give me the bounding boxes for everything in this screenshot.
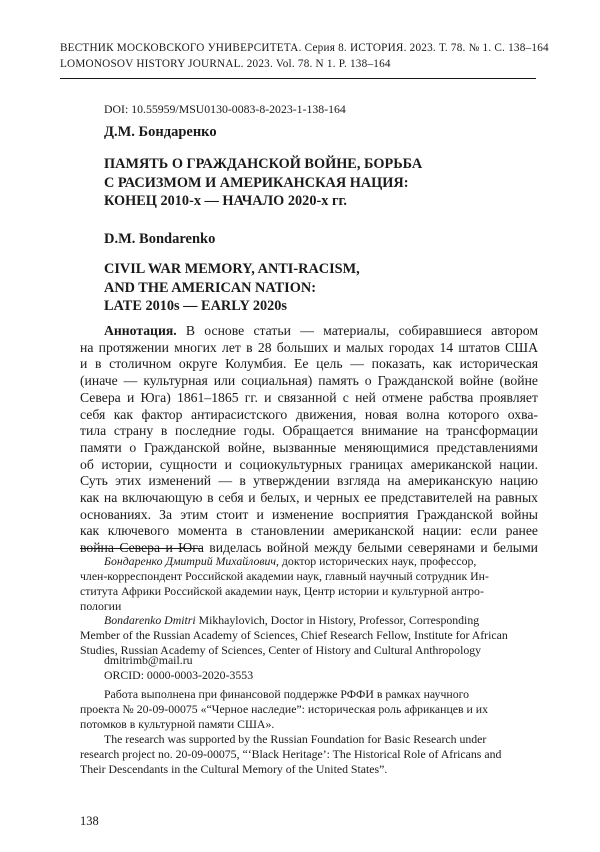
abstract-line: памяти о Гражданской войне, вызванные меняющимися представлениями <box>80 439 538 455</box>
abstract-line: (иначе — культурная или социальная) память о Гражданской войне (войне <box>80 373 538 389</box>
author-fullname-en: Bondarenko Dmitri <box>104 613 196 627</box>
title-ru-line: С РАСИЗМОМ И АМЕРИКАНСКАЯ НАЦИЯ: <box>104 174 409 191</box>
note-text: , доктор исторических наук, профессор, <box>276 554 477 568</box>
abstract-line: об истории, сущности и социокультурных границах американской нации. <box>80 456 538 472</box>
article-title-ru <box>104 155 534 211</box>
journal-header-en: LOMONOSOV HISTORY JOURNAL. 2023. Vol. 78. N 1. P. 138–164 <box>60 58 391 70</box>
doi: DOI: 10.55959/MSU0130-0083-8-2023-1-138-164 <box>104 102 346 116</box>
note-line <box>80 554 538 569</box>
abstract-line: война Севера и Юга виделась войной между белыми северянами и белыми <box>80 540 538 556</box>
header-rule <box>60 78 536 79</box>
title-en-line: LATE 2010s — EARLY 2020s <box>104 298 287 314</box>
author-name-ru: Д.М. Бондаренко <box>104 124 217 140</box>
funding-ru <box>80 687 538 732</box>
abstract-line: основаниях. За этим стоит и изменение восприятия Гражданской войны <box>80 506 538 522</box>
orcid-text: ORCID: 0000-0003-2020-3553 <box>104 668 254 682</box>
page-number: 138 <box>80 814 99 828</box>
note-line: пологии <box>80 598 122 613</box>
abstract-line <box>80 323 538 340</box>
email-text: dmitrimb@mail.ru <box>104 653 193 667</box>
abstract-line: Суть этих изменений — в утверждении взгляда на американскую нацию <box>80 473 538 489</box>
note-line: Their Descendants in the Cultural Memory of the United States”. <box>80 761 388 776</box>
journal-header <box>60 40 549 72</box>
abstract-line: и в столичном округе Колумбия. Ее цель — показать, как историческая <box>80 356 538 372</box>
abstract <box>80 323 538 557</box>
title-en-line: AND THE AMERICAN NATION: <box>104 279 316 296</box>
author-email <box>80 653 538 668</box>
abstract-line: тила страну в последние годы. Обращается внимание на трансформации <box>80 423 538 439</box>
article-title-en <box>104 260 534 316</box>
journal-header-ru: ВЕСТНИК МОСКОВСКОГО УНИВЕРСИТЕТА. Серия 8. ИСТОРИЯ. 2023. Т. 78. № 1. С. 138–164 <box>60 42 549 54</box>
title-en-line: CIVIL WAR MEMORY, ANTI-RACISM, <box>104 261 360 277</box>
note-text: Mikhaylovich, Doctor in History, Professor, Corresponding <box>195 613 480 627</box>
abstract-line: как ключевого момента в становлении американской нации: если ранее <box>80 523 538 539</box>
author-info-ru <box>80 554 538 614</box>
note-line: проекта № 20-09-00075 «“Черное наследие”: историческая роль африканцев и их <box>80 701 489 716</box>
note-line <box>80 613 538 628</box>
note-line: потомков в культурной памяти США». <box>80 716 275 731</box>
funding-en <box>80 732 538 777</box>
note-line: The research was supported by the Russian Foundation for Basic Research under <box>104 732 487 746</box>
note-line: research project no. 20-09-00075, “‘Black Heritage’: The Historical Role of Africans and <box>80 746 502 761</box>
author-orcid <box>80 668 538 683</box>
abstract-line: на протяжении многих лет в 28 больших и малых городах 14 штатов США <box>80 339 538 355</box>
note-line: Работа выполнена при финансовой поддержке РФФИ в рамках научного <box>104 687 470 701</box>
abstract-text: В основе статьи — материалы, собиравшиеся автором <box>176 323 538 338</box>
note-line: ститута Африки Российской академии наук, Центр истории и культурной антро- <box>80 583 484 598</box>
abstract-line: как на включающую в себя и белых, и черных ее представителей на равных <box>80 490 538 506</box>
footnote-rule <box>80 548 202 549</box>
note-line: Member of the Russian Academy of Sciences, Chief Research Fellow, Institute for African <box>80 627 508 642</box>
title-ru-line: ПАМЯТЬ О ГРАЖДАНСКОЙ ВОЙНЕ, БОРЬБА <box>104 156 423 172</box>
author-info-en <box>80 613 538 658</box>
author-fullname-ru: Бондаренко Дмитрий Михайлович <box>104 554 277 568</box>
title-ru-line: КОНЕЦ 2010-х — НАЧАЛО 2020-х гг. <box>104 193 347 209</box>
abstract-line: Севера и Юга) 1861–1865 гг. и связанной с ней отмене рабства проявляет <box>80 389 538 405</box>
abstract-line: себя как фактор антирасистского движения, новая волна которого охва- <box>80 406 538 422</box>
note-line: Studies, Russian Academy of Sciences, Center of History and Cultural Anthropology <box>80 642 482 657</box>
abstract-label: Аннотация. <box>104 323 177 338</box>
note-line: член-корреспондент Российской академии наук, главный научный сотрудник Ин- <box>80 568 489 583</box>
author-name-en: D.M. Bondarenko <box>104 231 216 247</box>
